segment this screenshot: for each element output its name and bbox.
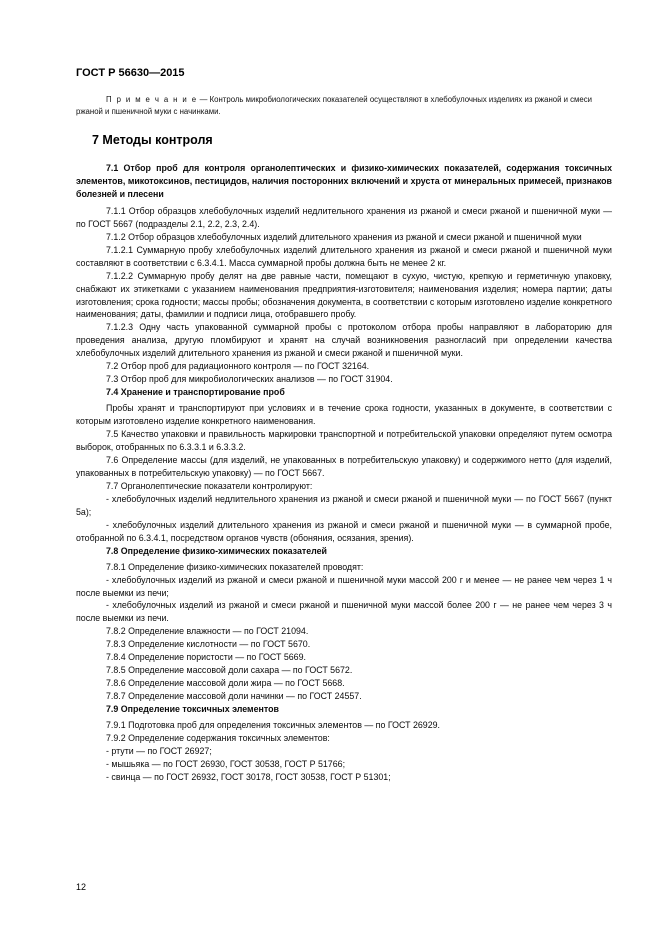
note-prefix: П р и м е ч а н и е [106,95,198,104]
section-content [76,162,612,784]
paragraph: Пробы хранят и транспортируют при условиях и в течение срока годности, указанных в документе, в соответствии с которым изготовлено изделие конкретного наименования. [76,403,612,427]
paragraph: 7.1.1 Отбор образцов хлебобулочных изделий недлительного хранения из ржаной и смеси ржаной и пшеничной муки — по ГОСТ 5667 (подразделы 2.1, 2.2, 2.3, 2.4). [76,205,612,229]
document-code-header: ГОСТ Р 56630—2015 [76,67,185,79]
subsection-heading: 7.4 Хранение и транспортирование проб [106,387,285,398]
list-item: - хлебобулочных изделий из ржаной и смеси ржаной и пшеничной муки массой более 200 г — не ранее чем через 3 ч после выемки из печи. [76,600,612,624]
paragraph: 7.8.1 Определение физико-химических показателей проводят: [106,561,364,572]
paragraph: 7.3 Отбор проб для микробиологических анализов — по ГОСТ 31904. [106,374,393,385]
paragraph: 7.6 Определение массы (для изделий, не упакованных в потребительскую упаковку) и содержимого нетто (для изделий, упакованных в потребительскую упаковку) — по ГОСТ 5667. [76,454,612,478]
paragraph: 7.5 Качество упаковки и правильность маркировки транспортной и потребительской упаковки определяют путем осмотра выборок, отобранных по 6.3.3.1 и 6.3.3.2. [76,429,612,453]
paragraph: 7.1.2.1 Суммарную пробу хлебобулочных изделий длительного хранения из ржаной и смеси ржаной и пшеничной муки составляют в соответствии с 6.3.4.1. Масса суммарной пробы должна быть не менее 2 кг. [76,244,612,268]
note-block [76,94,612,118]
list-item: - ртути — по ГОСТ 26927; [106,745,212,756]
list-item: - хлебобулочных изделий из ржаной и смеси ржаной и пшеничной муки массой 200 г и менее — не ранее чем через 1 ч после выемки из печи; [76,574,612,598]
paragraph: 7.1.2.2 Суммарную пробу делят на две равные части, помещают в сухую, чистую, крепкую и герметичную упаковку, снабжают их этикетками с указанием наименования предприятия-изготовителя; наименования изделия; номера партии; даты изготовления; срока годности; массы пробы; обозначения документа, в соответствии с которым изготовлено изделие конкретного наименования; даты, фамилии и подписи лица, отобравшего пробу. [76,270,612,320]
paragraph: 7.2 Отбор проб для радиационного контроля — по ГОСТ 32164. [106,361,370,372]
subsection-heading: 7.9 Определение токсичных элементов [106,704,279,715]
paragraph: 7.9.1 Подготовка проб для определения токсичных элементов — по ГОСТ 26929. [106,720,440,731]
paragraph: 7.8.2 Определение влажности — по ГОСТ 21094. [106,626,309,637]
paragraph: 7.7 Органолептические показатели контролируют: [106,480,313,491]
note-text: — Контроль микробиологических показателей осуществляют в хлебобулочных изделиях из ржаной и смеси ржаной и пшеничной муки с начинками. [76,95,593,116]
paragraph: 7.9.2 Определение содержания токсичных элементов: [106,732,330,743]
subsection-heading: 7.8 Определение физико-химических показателей [106,545,327,556]
list-item: - хлебобулочных изделий недлительного хранения из ржаной и смеси ржаной и пшеничной муки — по ГОСТ 5667 (пункт 5а); [76,493,612,517]
paragraph: 7.8.6 Определение массовой доли жира — по ГОСТ 5668. [106,678,345,689]
paragraph: 7.8.4 Определение пористости — по ГОСТ 5669. [106,652,306,663]
subsection-heading: 7.1 Отбор проб для контроля органолептических и физико-химических показателей, содержания токсичных элементов, микотоксинов, пестицидов, наличия посторонних включений и хруста от минеральных примесей, признаков болезней и плесени [76,163,612,199]
paragraph: 7.1.2 Отбор образцов хлебобулочных изделий длительного хранения из ржаной и смеси ржаной и пшеничной муки [106,231,582,242]
page-number: 12 [76,882,87,892]
section-title: 7 Методы контроля [92,133,213,147]
list-item: - хлебобулочных изделий длительного хранения из ржаной и смеси ржаной и пшеничной муки — в суммарной пробе, отобранной по 6.3.4.1, посредством органов чувств (обоняния, осязания, зрения). [76,519,612,543]
paragraph: 7.8.3 Определение кислотности — по ГОСТ 5670. [106,639,311,650]
paragraph: 7.8.7 Определение массовой доли начинки — по ГОСТ 24557. [106,691,362,702]
list-item: - свинца — по ГОСТ 26932, ГОСТ 30178, ГОСТ 30538, ГОСТ Р 51301; [106,771,391,782]
list-item: - мышьяка — по ГОСТ 26930, ГОСТ 30538, ГОСТ Р 51766; [106,758,346,769]
paragraph: 7.8.5 Определение массовой доли сахара — по ГОСТ 5672. [106,665,353,676]
paragraph: 7.1.2.3 Одну часть упакованной суммарной пробы с протоколом отбора пробы направляют в лабораторию для проведения анализа, другую пломбируют и хранят на случай возникновения разногласий при определении качества хлебобулочных изделий длительного хранения из ржаной и смеси ржаной и пшеничной муки. [76,322,612,359]
